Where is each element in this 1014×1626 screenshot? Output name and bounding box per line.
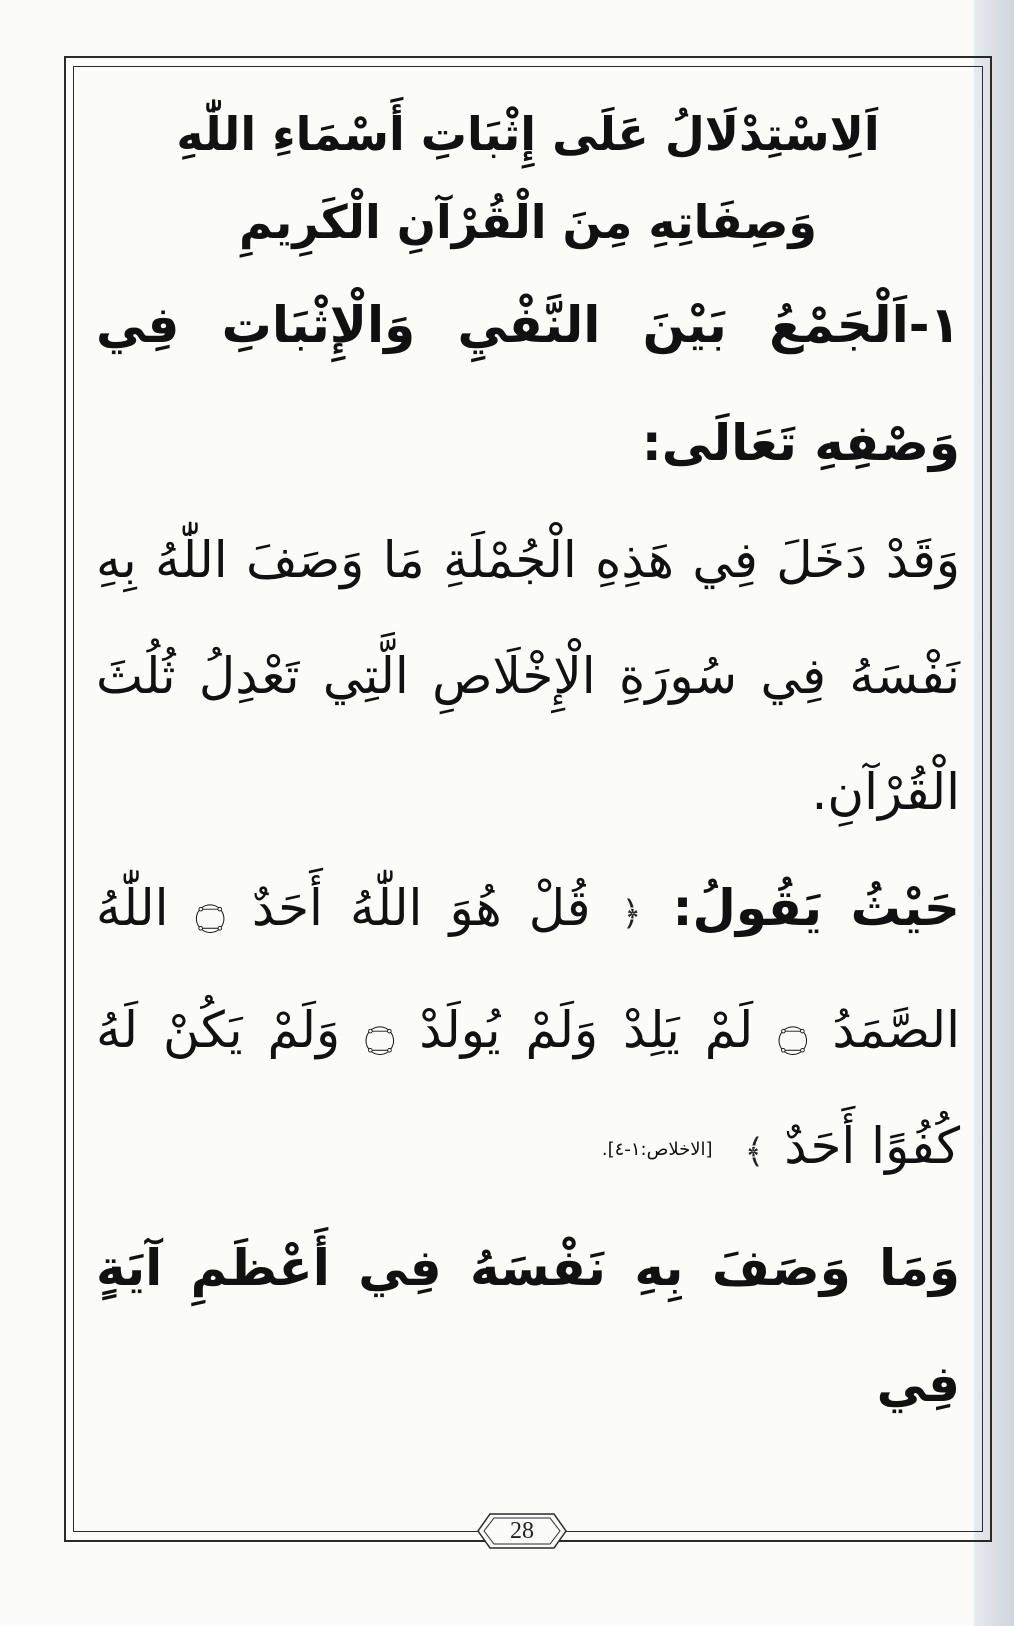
paragraph-2: وَمَا وَصَفَ بِهِ نَفْسَهُ فِي أَعْظَمِ آيَةٍ فِي xyxy=(96,1239,960,1413)
verse-text: قُلْ هُوَ اللّٰهُ أَحَدٌ ۝ اللّٰهُ الصَّمَدُ ۝ لَمْ يَلِدْ وَلَمْ يُولَدْ ۝ وَلَمْ يَكُنْ لَهُ كُفُوًا أَحَدٌ xyxy=(96,879,961,1175)
page-content xyxy=(96,90,960,1442)
section-heading: ١-اَلْجَمْعُ بَيْنَ النَّفْيِ وَالْإِثْبَاتِ فِي وَصْفِهِ تَعَالَى: xyxy=(96,296,960,472)
verse-close-ornament: ﴾ xyxy=(744,1132,765,1172)
page-number: 28 xyxy=(510,1518,534,1544)
page-title-line-1: اَلِاسْتِدْلَالُ عَلَى إِثْبَاتِ أَسْمَاءِ اللّٰهِ xyxy=(176,107,880,161)
page-number-badge xyxy=(476,1512,568,1550)
page-title-line-2: وَصِفَاتِهِ مِنَ الْقُرْآنِ الْكَرِيمِ xyxy=(238,195,818,249)
paragraph-1: وَقَدْ دَخَلَ فِي هَذِهِ الْجُمْلَةِ مَا وَصَفَ اللّٰهُ بِهِ نَفْسَهُ فِي سُورَةِ الْإِخْلَاصِ الَّتِي تَعْدِلُ ثُلُثَ الْقُرْآنِ. xyxy=(96,531,960,821)
verse-intro: حَيْثُ يَقُولُ: xyxy=(672,879,960,937)
verse-open-ornament: ﴿ xyxy=(621,894,642,934)
verse-reference: [الاخلاص:١-٤]. xyxy=(601,1138,713,1160)
verse-block xyxy=(96,850,960,1210)
